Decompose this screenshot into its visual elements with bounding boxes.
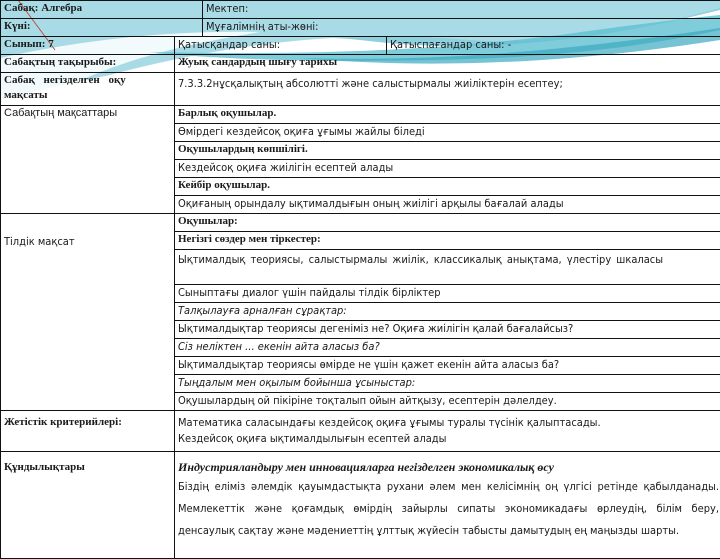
goal-item: Кездейсоқ оқиға жиілігін есептей алады — [175, 160, 720, 178]
language-item: Сыныптағы диалог үшін пайдалы тілдік бірліктер — [175, 285, 720, 303]
goal-item: Кейбір оқушылар. — [175, 178, 720, 196]
topic-value: Жуық сандардың шығу тарихы — [175, 55, 720, 73]
row-topic — [1, 55, 720, 73]
row-grade — [1, 37, 720, 55]
criteria-line: Кездейсоқ оқиға ықтималдылығын есептей алады — [178, 431, 719, 447]
goal-item: Оқиғаның орындалу ықтималдығын оның жиілігі арқылы бағалай алады — [175, 196, 720, 214]
success-criteria-value — [175, 411, 720, 452]
values-content — [175, 452, 720, 559]
lesson-goals-label: Сабақтың мақсаттары — [1, 106, 175, 214]
present-count: Қатысқандар саны: — [175, 37, 387, 55]
school-field: Мектеп: — [203, 1, 720, 19]
language-item: Сіз неліктен ... екенін айта аласыз ба? — [175, 339, 720, 357]
values-label: Құндылықтары — [1, 452, 175, 559]
row-date — [1, 19, 720, 37]
language-item: Талқылауға арналған сұрақтар: — [175, 303, 720, 321]
language-item: Ықтималдықтар теориясы өмірде не үшін қажет екенін айта аласыз ба? — [175, 357, 720, 375]
goal-item: Оқушылардың көпшілігі. — [175, 142, 720, 160]
language-item: Тыңдалым мен оқылым бойынша ұсыныстар: — [175, 375, 720, 393]
language-item: Негізгі сөздер мен тіркестер: — [175, 232, 720, 250]
language-item: Оқушылар: — [175, 214, 720, 232]
row-subject — [1, 1, 720, 19]
grade-label: Сынып: 7 — [1, 37, 175, 55]
learning-objective-value: 7.3.3.2нұсқалықтың абсолютті және салыстырмалы жиіліктерін есептеу; — [175, 73, 720, 106]
success-criteria-label: Жетістік критерийлері: — [1, 411, 175, 452]
goals-row — [1, 106, 720, 124]
absent-count: Қатыспағандар саны: - — [387, 37, 720, 55]
goal-item: Барлық оқушылар. — [175, 106, 720, 124]
language-row — [1, 214, 720, 232]
values-row — [1, 452, 720, 559]
values-title: Индустрияландыру мен инновацияларға негізделген экономикалық өсу — [178, 458, 719, 476]
row-learning-objective — [1, 73, 720, 106]
language-item: Оқушылардың ой пікіріне тоқталып ойын айтқызу, есептерін дәлелдеу. — [175, 393, 720, 411]
values-body: Біздің еліміз әлемдік қауымдастықта рухани әлем мен келісімнің оң үлгісі ретінде қабылданады. Мемлекеттік және қоғамдық өмірдің зайырлы сипаты экономикадағы өрлеудің, білім беру, денсаулық сақтау және мәдениеттің ұлттық жүйесін табысты дамытудың ең маңызды шарты. — [178, 476, 719, 542]
goal-item: Өмірдегі кездейсоқ оқиға ұғымы жайлы біледі — [175, 124, 720, 142]
topic-label: Сабақтың тақырыбы: — [1, 55, 175, 73]
language-item: Ықтималдықтар теориясы дегеніміз не? Оқиға жиілігін қалай бағалайсыз? — [175, 321, 720, 339]
language-item: Ықтималдық теориясы, салыстырмалы жиілік, классикалық анықтама, үлестіру шкаласы — [175, 250, 720, 285]
learning-objective-label: Сабақ негізделген оқу мақсаты — [1, 73, 175, 106]
subject-label: Сабақ: Алгебра — [1, 1, 203, 19]
language-goal-label: Тілдік мақсат — [1, 214, 175, 411]
success-criteria-row — [1, 411, 720, 452]
teacher-field: Мұғалімнің аты-жөні: — [203, 19, 720, 37]
date-label: Күні: — [1, 19, 203, 37]
criteria-line: Математика саласындағы кездейсоқ оқиға ұғымы туралы түсінік қалыптасады. — [178, 415, 719, 431]
